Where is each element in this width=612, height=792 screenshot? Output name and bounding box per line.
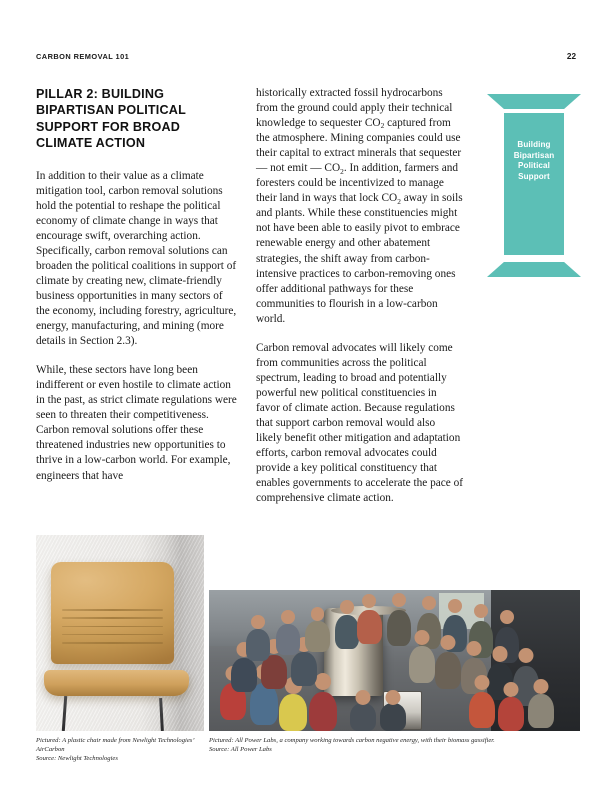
chair-backrest [51, 562, 174, 664]
person [231, 658, 257, 692]
figure-chair [36, 535, 204, 764]
right-column [256, 86, 463, 506]
page-title: PILLAR 2: BUILDING BIPARTISAN POLITICAL SUPPORT FOR BROAD CLIMATE ACTION [36, 87, 186, 151]
group-photo-caption-pictured: Pictured: All Power Labs, a company working towards carbon negative energy, with their biomass gassifier. [209, 737, 495, 744]
person [498, 697, 524, 731]
group-photo-caption-source: Source: All Power Labs [209, 746, 272, 754]
person [357, 610, 381, 644]
chair-caption [36, 736, 204, 764]
person [387, 610, 411, 647]
figure-group-photo [209, 590, 580, 754]
chair-photo [36, 535, 204, 731]
chair-caption-source: Source: Newlight Technologies [36, 755, 118, 763]
right-paragraph-1-text-a: historically extracted fossil hydrocarbons from the ground could apply their technical knowledge to sequester CO [256, 87, 453, 130]
co2-subscript-1: 2 [380, 121, 385, 131]
person [469, 692, 495, 729]
left-column [36, 86, 239, 484]
right-paragraph-1 [256, 86, 463, 327]
person [350, 703, 376, 731]
pillar-base-shape [487, 262, 581, 277]
person [335, 615, 359, 649]
person [435, 652, 461, 689]
left-paragraph-2: While, these sectors have long been indifferent or even hostile to climate action in the past, as strict climate regulations were seen to threaten their competitiveness. Carbon removal solutions offer these threatened industries new opportunities to thrive in a low-carbon world. For example, engineers that have [36, 364, 237, 482]
person [380, 703, 406, 731]
chair-caption-pictured: Pictured: A plastic chair made from Newlight Technologies’ AirCarbon [36, 737, 194, 754]
pillar-capital-shape [487, 94, 581, 109]
right-paragraph-1-text-c: . In addition, farmers and foresters could be incentivized to manage their land in ways that lock CO [256, 162, 459, 205]
person [279, 694, 307, 731]
left-paragraph-1: In addition to their value as a climate mitigation tool, carbon removal solutions hold the potential to reshape the political economy of climate change in ways that encourage swift, overarching action. Specifically, carbon removal solutions can broaden the political coalitions in support of climate by creating new, climate-friendly business opportunities in many sectors of the economy, including forestry, agriculture, energy, manufacturing, and mining (more details in Section 2.3). [36, 169, 237, 348]
person [409, 646, 435, 683]
person [305, 621, 329, 652]
person [309, 692, 337, 731]
pillar-label: Building Bipartisan Political Support [513, 140, 555, 181]
group-photo [209, 590, 580, 731]
person [291, 652, 317, 686]
right-paragraph-2: Carbon removal advocates will likely come from communities across the political spectrum, leading to broad and potentially powerful new political constituencies in favor of climate action. Because regulations that support carbon removal would also likely benefit other mitigation and adaptation efforts, carbon removal advocates could provide a key political constituency that enables governments to accelerate the pace of comprehensive climate action. [256, 341, 464, 505]
right-paragraph-1-text-b: captured from the atmosphere. Mining companies could use their capital to extract minerals that sequester — not emit — CO [256, 117, 462, 175]
running-head [36, 52, 576, 66]
chair-seat [44, 670, 188, 695]
person [246, 629, 270, 660]
group-photo-caption [209, 736, 580, 754]
right-paragraph-1-text-d: away in soils and plants. While these constituencies might not have been able to easily pivot to embrace renewable energy and other abatement strategies, the shift away from carbon-intensive practices to carbon-removing ones offer additional pathways for these communities to flourish in a low-carbon world. [256, 192, 463, 325]
page-number: 22 [566, 52, 576, 61]
co2-subscript-2: 2 [340, 166, 344, 176]
co2-subscript-3: 2 [397, 196, 401, 206]
person [528, 694, 554, 728]
pillar-graphic [487, 94, 581, 277]
pillar-shaft-shape [504, 113, 564, 255]
running-head-title: CARBON REMOVAL 101 [36, 52, 130, 61]
person [276, 624, 300, 655]
